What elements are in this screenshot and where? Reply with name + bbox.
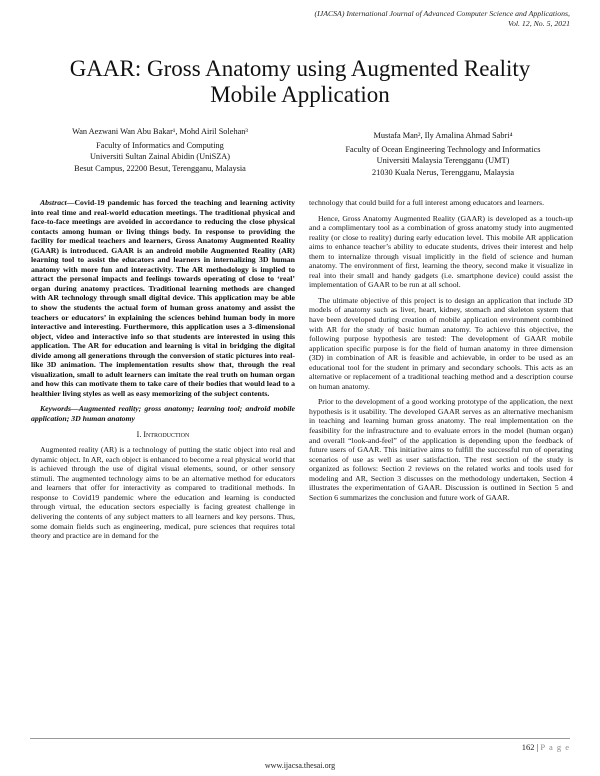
author-names: Mustafa Man², Ily Amalina Ahmad Sabri⁴ [373, 131, 513, 140]
author-affiliation: Besut Campus, 22200 Besut, Terengganu, Malaysia [74, 163, 246, 173]
page-number [522, 742, 570, 752]
author-affiliation: Faculty of Ocean Engineering Technology and Informatics [345, 145, 541, 155]
author-names: Wan Aezwani Wan Abu Bakar¹, Mohd Airil Solehan³ [72, 127, 248, 136]
keywords: Keywords—Augmented reality; gross anatomy; learning tool; android mobile application; 3D human anatomy [31, 404, 295, 424]
title-line-2: Mobile Application [210, 82, 390, 107]
title-line-1: GAAR: Gross Anatomy using Augmented Reality [69, 56, 531, 81]
journal-website: www.ijacsa.thesai.org [264, 761, 336, 770]
journal-line-1: (IJACSA) International Journal of Advanced Computer Science and Applications, [314, 9, 570, 18]
section-heading-introduction: I. Introduction [136, 429, 190, 439]
body-paragraph: The ultimate objective of this project is to design an application that include 3D models of anatomy such as liver, heart, kidney, stomach and skeleton system that have been developed during creation of mobile application environment combined with AR for the study of basic human anatomy. To achieve this objective, the following purpose hypothesis are tested: The development of GAAR mobile application specific purpose is for the field of human anatomy in three dimension (3D) in combination of AR is feasible and achievable, in order to be used as an educational tool for the student in primary and secondary schools. This acts as an alternative or replacement of a traditional teaching method and a description course on human anatomy. [309, 295, 573, 391]
author-affiliation: Universiti Malaysia Terengganu (UMT) [376, 156, 510, 166]
author-block-right [303, 130, 583, 178]
page-label: P a g e [540, 742, 570, 752]
author-affiliation: 21030 Kuala Nerus, Terengganu, Malaysia [371, 167, 515, 177]
footer-rule [30, 738, 570, 739]
page-number-value: 162 | [521, 742, 539, 752]
intro-paragraph: Augmented reality (AR) is a technology of putting the static object into real and dynamic object. In AR, each object is enhanced to become a real physical world that is achieved through the use of digital visual elements, sound, or other sensory stimuli. The augmented technology aims to be an alternative method for educators and learners that offer for interactivity as compared to traditional methods. In response to Covid19 pandemic where the education and learning is conducted through virtual, the education sectors especially is facing greatest challenge in delivering the contents of any subject matters to all learners and key persons. Thus, some domain fields such as engineering, medical, pure sciences that requires total theory and practice are in demand for the [31, 445, 295, 541]
left-column [31, 198, 295, 547]
abstract-text: Covid-19 pandemic has forced the teaching and learning activity into real time and real-world education meetings. The traditional physical and face-to-face meetings are avoided in accordance to reducing the close physical contacts among human or living things body. In response to providing the facility for medical teachers and learners, Gross Anatomy Augmented Reality (GAAR) is introduced. GAAR is an android mobile Augmented Reality (AR) learning tool to assist the educators and learners in internalizing 3D human anatomy with more fun and interactivity. The AR methodology is implied to attract the personal impacts and feelings towards operating of close to ‘real’ organ during anatomy practices. Traditional learning methods are changed with AR technology through small digital device. This application may be able to show the students the actual form of human gross anatomy and assist the teachers or educators’ in explaining the sciences behind human body in more interactive and interesting. Furthermore, this application uses a 3-dimensional object, video and interactive info so that students are interested in using this application. The AR for education and learning is vital in bridging the digital divide among all generations through the conversion of static pictures into real-like 3D animation. The implementation results show that, through the real visualization, small to adult learners can imitate the real truth on human organ and how this can motivate them to take care of their bodies that would lead to a healthier living styles as well as easy memorizing of the subject contents. [31, 198, 295, 398]
body-paragraph: Hence, Gross Anatomy Augmented Reality (GAAR) is developed as a touch-up and a complimentary tool as a combination of gross anatomy study into augmented reality (or close to reality) during early education level. This mobile AR application aims to enhance teacher’s ability to educate students, drives their interest and help them to internalize through visual implicitly in the field of science and human anatomy. The environment of first, learning the theory, second make it visualize in real into their small and handy gadgets (i.e. smartphone device) could assist the implementation of GAAR to be run at all school. [309, 213, 573, 290]
journal-header [170, 9, 570, 29]
intro-continuation: technology that could build for a full interest among educators and learners. [309, 198, 545, 207]
author-affiliation: Faculty of Informatics and Computing [96, 141, 224, 151]
author-affiliation: Universiti Sultan Zainal Abidin (UniSZA) [89, 152, 231, 162]
author-block-left [20, 126, 300, 174]
body-paragraph: Prior to the development of a good working prototype of the application, the next hypothesis is it usability. The developed GAAR serves as an alternative mechanism in teaching and learning human gross anatomy. The real implementation on the feasibility for the infrastructure and to evaluate errors in the model (human organ) and overall “look-and-feel” of the application is depending upon the feedback of future users of GAAR. This initiative aims to fulfill the successful run of operating scenarios of use as well as user satisfaction. The rest section of the study is organized as follows: Section 2 reviews on the related works and tools used for modeling and AR, Section 3 discusses on the methodology undertaken, Section 4 illustrates the experimentation of GAAR. Discussion is outlined in Section 5 and Section 6 summarizes the conclusion and future work of GAAR. [309, 397, 573, 502]
abstract-label: Abstract— [40, 198, 75, 207]
right-column [309, 198, 573, 508]
paper-title [30, 56, 570, 108]
abstract [31, 198, 295, 398]
journal-line-2: Vol. 12, No. 5, 2021 [508, 19, 570, 28]
